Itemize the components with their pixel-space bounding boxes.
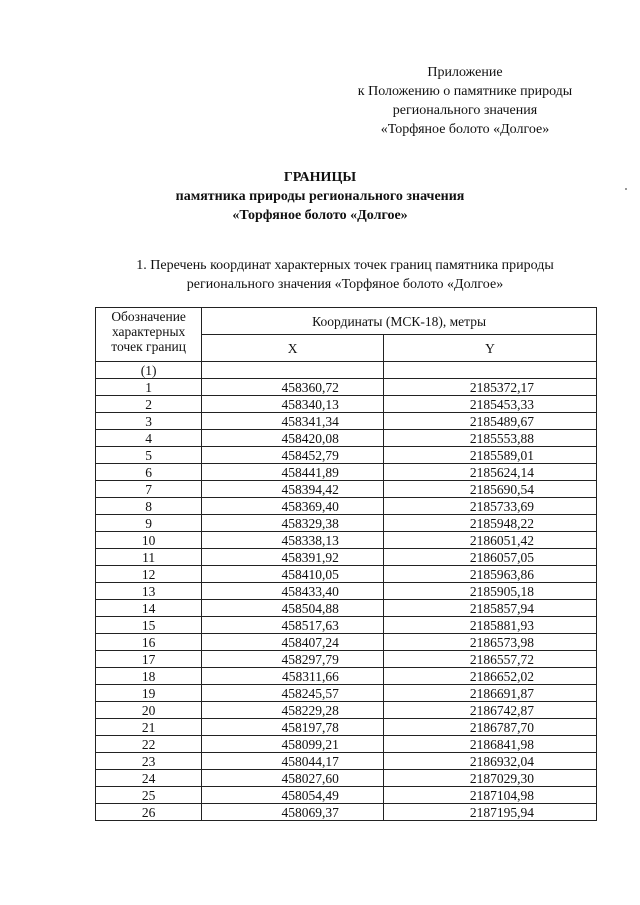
section-heading: [80, 256, 610, 294]
table-row: [96, 787, 597, 804]
x-coordinate-cell: 458229,28: [202, 702, 384, 719]
y-coordinate-cell: 2185963,86: [383, 566, 596, 583]
appendix-line-1: Приложение: [427, 65, 503, 80]
table-row: [96, 668, 597, 685]
point-number-cell: 8: [96, 498, 202, 515]
y-coordinate-cell: 2185624,14: [383, 464, 596, 481]
header-point-designation: Обозначение характерных точек границ: [96, 308, 202, 362]
x-coordinate-cell: 458340,13: [202, 396, 384, 413]
scan-artifact: [625, 188, 627, 190]
point-number-cell: 5: [96, 447, 202, 464]
document-title: [0, 168, 640, 225]
header-y: Y: [383, 335, 596, 362]
x-coordinate-cell: 458054,49: [202, 787, 384, 804]
point-number-cell: 7: [96, 481, 202, 498]
x-coordinate-cell: 458433,40: [202, 583, 384, 600]
x-coordinate-cell: 458329,38: [202, 515, 384, 532]
table-row: [96, 447, 597, 464]
x-coordinate-cell: 458391,92: [202, 549, 384, 566]
point-number-cell: 10: [96, 532, 202, 549]
x-coordinate-cell: 458297,79: [202, 651, 384, 668]
y-coordinate-cell: 2187195,94: [383, 804, 596, 821]
y-coordinate-cell: 2185553,88: [383, 430, 596, 447]
point-number-cell: 20: [96, 702, 202, 719]
y-coordinate-cell: 2186557,72: [383, 651, 596, 668]
table-row: [96, 464, 597, 481]
y-coordinate-cell: 2186841,98: [383, 736, 596, 753]
header-index-x-empty: [202, 362, 384, 379]
y-coordinate-cell: 2187104,98: [383, 787, 596, 804]
point-number-cell: 26: [96, 804, 202, 821]
y-coordinate-cell: 2185948,22: [383, 515, 596, 532]
point-number-cell: 24: [96, 770, 202, 787]
title-line-1: ГРАНИЦЫ: [283, 170, 357, 185]
point-number-cell: 14: [96, 600, 202, 617]
y-coordinate-cell: 2186742,87: [383, 702, 596, 719]
table-row: [96, 515, 597, 532]
x-coordinate-cell: 458245,57: [202, 685, 384, 702]
x-coordinate-cell: 458517,63: [202, 617, 384, 634]
x-coordinate-cell: 458410,05: [202, 566, 384, 583]
x-coordinate-cell: 458420,08: [202, 430, 384, 447]
y-coordinate-cell: 2186932,04: [383, 753, 596, 770]
table-row: [96, 566, 597, 583]
x-coordinate-cell: 458341,34: [202, 413, 384, 430]
point-number-cell: 3: [96, 413, 202, 430]
table-row: [96, 481, 597, 498]
point-number-cell: 15: [96, 617, 202, 634]
point-number-cell: 12: [96, 566, 202, 583]
x-coordinate-cell: 458311,66: [202, 668, 384, 685]
y-coordinate-cell: 2185905,18: [383, 583, 596, 600]
y-coordinate-cell: 2186691,87: [383, 685, 596, 702]
y-coordinate-cell: 2185589,01: [383, 447, 596, 464]
point-number-cell: 18: [96, 668, 202, 685]
table-row: [96, 583, 597, 600]
table-row: [96, 634, 597, 651]
appendix-line-4: «Торфяное болото «Долгое»: [380, 122, 550, 137]
point-number-cell: 2: [96, 396, 202, 413]
y-coordinate-cell: 2185733,69: [383, 498, 596, 515]
x-coordinate-cell: 458452,79: [202, 447, 384, 464]
table-row: [96, 379, 597, 396]
table-row: [96, 702, 597, 719]
y-coordinate-cell: 2186652,02: [383, 668, 596, 685]
coordinates-table: [95, 307, 597, 821]
point-number-cell: 17: [96, 651, 202, 668]
table-row: [96, 651, 597, 668]
point-number-cell: 21: [96, 719, 202, 736]
y-coordinate-cell: 2185881,93: [383, 617, 596, 634]
point-number-cell: 11: [96, 549, 202, 566]
table-row: [96, 532, 597, 549]
point-number-cell: 22: [96, 736, 202, 753]
table-row: [96, 753, 597, 770]
point-number-cell: 16: [96, 634, 202, 651]
y-coordinate-cell: 2186573,98: [383, 634, 596, 651]
x-coordinate-cell: 458394,42: [202, 481, 384, 498]
section-line-2: регионального значения «Торфяное болото «Долгое»: [186, 277, 504, 292]
y-coordinate-cell: 2185489,67: [383, 413, 596, 430]
y-coordinate-cell: 2186787,70: [383, 719, 596, 736]
header-index: (1): [96, 362, 202, 379]
point-number-cell: 6: [96, 464, 202, 481]
x-coordinate-cell: 458369,40: [202, 498, 384, 515]
coordinates-table-body: [96, 308, 597, 821]
header-coordinates: Координаты (МСК-18), метры: [202, 308, 597, 335]
x-coordinate-cell: 458338,13: [202, 532, 384, 549]
point-number-cell: 4: [96, 430, 202, 447]
x-coordinate-cell: 458360,72: [202, 379, 384, 396]
point-number-cell: 9: [96, 515, 202, 532]
point-number-cell: 1: [96, 379, 202, 396]
table-row: [96, 736, 597, 753]
x-coordinate-cell: 458027,60: [202, 770, 384, 787]
x-coordinate-cell: 458504,88: [202, 600, 384, 617]
x-coordinate-cell: 458407,24: [202, 634, 384, 651]
point-number-cell: 25: [96, 787, 202, 804]
title-line-2: памятника природы регионального значения: [175, 189, 465, 204]
x-coordinate-cell: 458441,89: [202, 464, 384, 481]
table-row: [96, 413, 597, 430]
y-coordinate-cell: 2186051,42: [383, 532, 596, 549]
y-coordinate-cell: 2185372,17: [383, 379, 596, 396]
y-coordinate-cell: 2185690,54: [383, 481, 596, 498]
x-coordinate-cell: 458099,21: [202, 736, 384, 753]
table-row: [96, 498, 597, 515]
point-number-cell: 23: [96, 753, 202, 770]
section-line-1: 1. Перечень координат характерных точек границ памятника природы: [136, 258, 554, 273]
y-coordinate-cell: 2186057,05: [383, 549, 596, 566]
point-number-cell: 13: [96, 583, 202, 600]
point-number-cell: 19: [96, 685, 202, 702]
x-coordinate-cell: 458044,17: [202, 753, 384, 770]
x-coordinate-cell: 458197,78: [202, 719, 384, 736]
title-line-3: «Торфяное болото «Долгое»: [232, 208, 408, 223]
appendix-header: [330, 63, 600, 139]
table-row: [96, 396, 597, 413]
y-coordinate-cell: 2185453,33: [383, 396, 596, 413]
x-coordinate-cell: 458069,37: [202, 804, 384, 821]
table-row: [96, 617, 597, 634]
table-row: [96, 685, 597, 702]
table-header-row: [96, 308, 597, 335]
header-index-y-empty: [383, 362, 596, 379]
table-row: [96, 430, 597, 447]
appendix-line-2: к Положению о памятнике природы: [357, 84, 573, 99]
table-index-row: [96, 362, 597, 379]
y-coordinate-cell: 2185857,94: [383, 600, 596, 617]
table-row: [96, 600, 597, 617]
table-row: [96, 804, 597, 821]
y-coordinate-cell: 2187029,30: [383, 770, 596, 787]
table-row: [96, 549, 597, 566]
appendix-line-3: регионального значения: [392, 103, 538, 118]
header-x: X: [202, 335, 384, 362]
table-row: [96, 719, 597, 736]
table-row: [96, 770, 597, 787]
